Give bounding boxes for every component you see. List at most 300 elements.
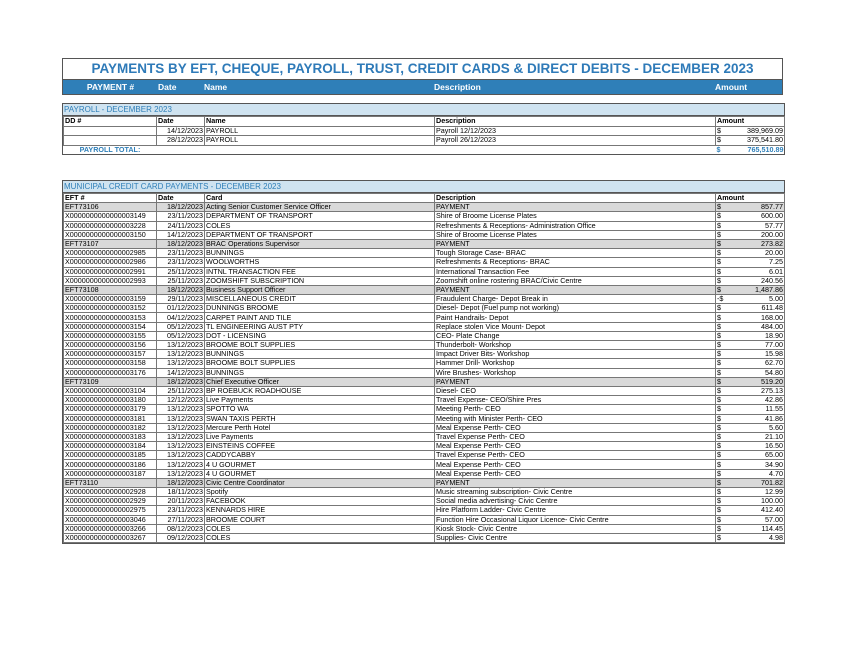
row-date: 14/12/2023 [157,126,205,136]
row-currency: $ [716,451,725,460]
row-date: 13/12/2023 [157,451,205,460]
row-id: X0000000000000003185 [64,451,157,460]
row-date: 14/12/2023 [157,230,205,239]
row-currency: $ [716,414,725,423]
header-description: Description [434,82,481,92]
row-amount: 12.99 [725,488,785,497]
row-currency: $ [716,350,725,359]
row-id: X0000000000000003182 [64,423,157,432]
row-currency: $ [716,386,725,395]
row-amount: 21.10 [725,432,785,441]
row-currency: $ [716,304,725,313]
row-id: X0000000000000003176 [64,368,157,377]
col-description: Description [435,117,716,127]
row-id: X0000000000000002985 [64,249,157,258]
row-description: Diesel- CEO [435,386,716,395]
table-row [64,341,785,350]
row-name: BROOME BOLT SUPPLIES [205,341,435,350]
table-row [64,221,785,230]
table-row [64,396,785,405]
row-currency: $ [716,368,725,377]
row-id: X0000000000000003157 [64,350,157,359]
row-currency: $ [716,488,725,497]
row-date: 04/12/2023 [157,313,205,322]
row-description: Shire of Broome License Plates [435,230,716,239]
row-date: 25/11/2023 [157,386,205,395]
table-row [64,442,785,451]
row-date: 13/12/2023 [157,414,205,423]
row-currency: $ [716,126,725,136]
row-name: Live Payments [205,396,435,405]
col-date: Date [157,117,205,127]
row-name: SWAN TAXIS PERTH [205,414,435,423]
row-description: Replace stolen Vice Mount- Depot [435,322,716,331]
row-id: X0000000000000003149 [64,212,157,221]
row-name: Live Payments [205,432,435,441]
header-amount: Amount [715,82,748,92]
row-amount: 4.70 [725,469,785,478]
payment-summary-row [64,203,785,212]
row-description: Meeting Perth- CEO [435,405,716,414]
row-description: Shire of Broome License Plates [435,212,716,221]
row-description: Supplies- Civic Centre [435,533,716,542]
table-row [64,432,785,441]
row-amount: 412.40 [725,506,785,515]
row-description: PAYMENT [435,377,716,386]
row-amount: 41.86 [725,414,785,423]
row-currency: $ [716,515,725,524]
payroll-section [62,103,785,155]
table-row [64,322,785,331]
table-row [64,533,785,542]
table-row [64,515,785,524]
row-id: X0000000000000002929 [64,497,157,506]
row-description: PAYMENT [435,478,716,487]
cards-column-headers [64,194,785,203]
row-name: ZOOMSHIFT SUBSCRIPTION [205,276,435,285]
table-row [64,276,785,285]
row-description: Refreshments & Receptions- Administration Office [435,221,716,230]
row-date: 24/11/2023 [157,221,205,230]
row-description: CEO- Plate Change [435,331,716,340]
col-description: Description [435,194,716,203]
payroll-total-row [64,145,785,154]
row-date: 23/11/2023 [157,249,205,258]
row-date: 09/12/2023 [157,533,205,542]
row-description: Wire Brushes- Workshop [435,368,716,377]
row-amount: 701.82 [725,478,785,487]
row-date: 13/12/2023 [157,469,205,478]
row-name: Civic Centre Coordinator [205,478,435,487]
row-currency: $ [716,359,725,368]
header-payment: PAYMENT # [86,82,135,92]
payment-summary-row [64,239,785,248]
row-currency: $ [716,203,725,212]
row-date: 05/12/2023 [157,322,205,331]
payroll-section-title: PAYROLL - DECEMBER 2023 [63,104,784,116]
row-id: EFT73109 [64,377,157,386]
row-description: PAYMENT [435,239,716,248]
row-description: Payroll 26/12/2023 [435,136,716,146]
payroll-total-amount: 765,510.89 [747,145,784,154]
row-currency: $ [716,506,725,515]
row-name: CADDYCABBY [205,451,435,460]
row-currency: $ [716,285,725,294]
row-amount: 54.80 [725,368,785,377]
row-id: X0000000000000003156 [64,341,157,350]
row-amount: 389,969.09 [725,126,785,136]
row-description: Meal Expense Perth- CEO [435,469,716,478]
table-row [64,267,785,276]
row-name: PAYROLL [205,126,435,136]
credit-card-table [63,193,785,543]
row-name: FACEBOOK [205,497,435,506]
row-amount: 114.45 [725,524,785,533]
row-id: X0000000000000003267 [64,533,157,542]
payroll-total-currency: $ [716,145,721,154]
row-description: Fraudulent Charge- Depot Break in [435,295,716,304]
row-amount: 77.00 [725,341,785,350]
table-row [64,331,785,340]
row-name: MISCELLANEOUS CREDIT [205,295,435,304]
report-header [62,58,783,95]
row-name: EINSTEINS COFFEE [205,442,435,451]
row-id: X0000000000000003179 [64,405,157,414]
row-id: X0000000000000002991 [64,267,157,276]
row-amount: 6.01 [725,267,785,276]
row-description: Travel Expense Perth- CEO [435,451,716,460]
row-description: Diesel- Depot (Fuel pump not working) [435,304,716,313]
row-currency: $ [716,524,725,533]
row-currency: -$ [717,294,724,304]
table-row [64,126,785,136]
row-date: 29/11/2023 [157,295,205,304]
col-amount: Amount [716,117,785,127]
row-name: COLES [205,533,435,542]
row-amount: 34.90 [725,460,785,469]
table-row [64,451,785,460]
row-name: BROOME COURT [205,515,435,524]
table-row [64,423,785,432]
table-row [64,350,785,359]
row-id [64,136,157,146]
row-amount: 1,487.86 [725,285,785,294]
row-amount: 519.20 [725,377,785,386]
payroll-table [63,116,785,154]
row-date: 25/11/2023 [157,276,205,285]
row-name: KENNARDS HIRE [205,506,435,515]
row-name: Spotify [205,488,435,497]
row-date: 18/11/2023 [157,488,205,497]
table-row [64,304,785,313]
row-description: PAYMENT [435,285,716,294]
row-amount: 5.60 [725,423,785,432]
col-name: Name [205,117,435,127]
row-amount: 375,541.80 [725,136,785,146]
row-date: 23/11/2023 [157,212,205,221]
row-name: COLES [205,524,435,533]
row-id: X0000000000000003153 [64,313,157,322]
row-date: 13/12/2023 [157,432,205,441]
row-description: Kiosk Stock- Civic Centre [435,524,716,533]
table-row [64,460,785,469]
row-currency: $ [716,460,725,469]
row-name: DOT - LICENSING [205,331,435,340]
row-amount: 240.56 [725,276,785,285]
row-id: X0000000000000003228 [64,221,157,230]
row-amount: 57.00 [725,515,785,524]
row-name: BUNNINGS [205,249,435,258]
row-amount: 857.77 [725,203,785,212]
row-id: X0000000000000002928 [64,488,157,497]
header-name: Name [204,82,228,92]
row-currency: $ [716,258,725,267]
row-currency: $ [716,239,725,248]
row-currency: $ [716,341,725,350]
row-id: X0000000000000002975 [64,506,157,515]
row-name: CARPET PAINT AND TILE [205,313,435,322]
row-description: Payroll 12/12/2023 [435,126,716,136]
row-name: DUNNINGS BROOME [205,304,435,313]
row-description: Zoomshift online rostering BRAC/Civic Centre [435,276,716,285]
table-row [64,469,785,478]
row-amount: 16.50 [725,442,785,451]
row-name: BUNNINGS [205,368,435,377]
column-header-bar [62,79,783,95]
row-description: Thunderbolt- Workshop [435,341,716,350]
row-currency: $ [716,230,725,239]
row-currency: $ [716,249,725,258]
row-amount: 600.00 [725,212,785,221]
row-date: 05/12/2023 [157,331,205,340]
row-name: DEPARTMENT OF TRANSPORT [205,230,435,239]
row-id: X0000000000000003155 [64,331,157,340]
col-date: Date [157,194,205,203]
row-date: 18/12/2023 [157,285,205,294]
row-name: Chief Executive Officer [205,377,435,386]
row-name: 4 U GOURMET [205,460,435,469]
row-date: 23/11/2023 [157,258,205,267]
row-date: 18/12/2023 [157,239,205,248]
row-id: X0000000000000003159 [64,295,157,304]
row-id: X0000000000000002986 [64,258,157,267]
row-date: 20/11/2023 [157,497,205,506]
row-date: 08/12/2023 [157,524,205,533]
row-date: 13/12/2023 [157,359,205,368]
row-name: INTNL TRANSACTION FEE [205,267,435,276]
row-description: PAYMENT [435,203,716,212]
row-description: Meal Expense Perth- CEO [435,460,716,469]
row-currency: $ [716,423,725,432]
row-id: X0000000000000003266 [64,524,157,533]
row-id: EFT73110 [64,478,157,487]
row-currency: $ [716,313,725,322]
row-name: WOOLWORTHS [205,258,435,267]
payroll-column-headers [64,117,785,127]
row-description: Travel Expense- CEO/Shire Pres [435,396,716,405]
row-currency: $ [716,469,725,478]
row-description: Paint Handrails- Depot [435,313,716,322]
row-id: X0000000000000003187 [64,469,157,478]
row-currency: $ [716,396,725,405]
row-name: Acting Senior Customer Service Officer [205,203,435,212]
row-id: EFT73107 [64,239,157,248]
row-date: 13/12/2023 [157,423,205,432]
row-date: 23/11/2023 [157,506,205,515]
table-row [64,359,785,368]
table-row [64,136,785,146]
row-id: X0000000000000003150 [64,230,157,239]
table-row [64,368,785,377]
payroll-total-label: PAYROLL TOTAL: [79,145,141,154]
row-amount: 484.00 [725,322,785,331]
row-date: 14/12/2023 [157,368,205,377]
table-row [64,405,785,414]
row-date: 18/12/2023 [157,377,205,386]
row-description: Tough Storage Case- BRAC [435,249,716,258]
row-name: 4 U GOURMET [205,469,435,478]
row-amount: 168.00 [725,313,785,322]
row-date: 13/12/2023 [157,350,205,359]
table-row [64,414,785,423]
row-id [64,126,157,136]
row-date: 12/12/2023 [157,396,205,405]
row-amount: 20.00 [725,249,785,258]
row-currency: $ [716,136,725,146]
table-row [64,258,785,267]
row-currency: $ [716,442,725,451]
table-row [64,497,785,506]
row-description: Music streaming subscription- Civic Centre [435,488,716,497]
row-id: EFT73106 [64,203,157,212]
row-description: Impact Driver Bits- Workshop [435,350,716,359]
row-amount: 273.82 [725,239,785,248]
row-amount: 275.13 [725,386,785,395]
row-description: Social media advertising- Civic Centre [435,497,716,506]
row-description: Hire Platform Ladder- Civic Centre [435,506,716,515]
row-name: SPOTTO WA [205,405,435,414]
payment-summary-row [64,377,785,386]
row-id: EFT73108 [64,285,157,294]
row-currency: $ [716,212,725,221]
row-id: X0000000000000003104 [64,386,157,395]
row-currency: $ [716,377,725,386]
row-amount: 100.00 [725,497,785,506]
row-date: 18/12/2023 [157,203,205,212]
col-dd: DD # [64,117,157,127]
credit-card-section [62,180,785,544]
table-row [64,295,785,304]
table-row [64,386,785,395]
row-id: X0000000000000003154 [64,322,157,331]
row-description: Function Hire Occasional Liquor Licence- Civic Centre [435,515,716,524]
table-row [64,506,785,515]
row-id: X0000000000000003152 [64,304,157,313]
row-date: 01/12/2023 [157,304,205,313]
row-currency: $ [716,276,725,285]
row-description: Refreshments & Receptions- BRAC [435,258,716,267]
row-currency: $ [716,267,725,276]
row-amount: 5.00 [725,295,785,304]
row-id: X0000000000000003181 [64,414,157,423]
row-name: DEPARTMENT OF TRANSPORT [205,212,435,221]
row-amount: 57.77 [725,221,785,230]
header-date: Date [158,82,177,92]
row-id: X0000000000000003183 [64,432,157,441]
report-title: PAYMENTS BY EFT, CHEQUE, PAYROLL, TRUST, CREDIT CARDS & DIRECT DEBITS - DECEMBER 2023 [62,58,783,79]
row-date: 13/12/2023 [157,341,205,350]
row-amount: 18.90 [725,331,785,340]
row-name: BP ROEBUCK ROADHOUSE [205,386,435,395]
row-date: 18/12/2023 [157,478,205,487]
col-amount: Amount [716,194,785,203]
row-name: Mercure Perth Hotel [205,423,435,432]
table-row [64,230,785,239]
row-currency: $ [716,497,725,506]
row-currency: $ [716,322,725,331]
payment-summary-row [64,285,785,294]
table-row [64,524,785,533]
row-description: Meeting with Minister Perth- CEO [435,414,716,423]
table-row [64,249,785,258]
row-date: 27/11/2023 [157,515,205,524]
row-id: X0000000000000002993 [64,276,157,285]
row-currency: $ [716,331,725,340]
table-row [64,313,785,322]
row-name: COLES [205,221,435,230]
row-date: 13/12/2023 [157,460,205,469]
row-description: Travel Expense Perth- CEO [435,432,716,441]
row-currency: $ [716,405,725,414]
row-amount: 42.86 [725,396,785,405]
row-amount: 65.00 [725,451,785,460]
row-id: X0000000000000003186 [64,460,157,469]
row-amount: 4.98 [725,533,785,542]
row-date: 13/12/2023 [157,405,205,414]
col-eft: EFT # [64,194,157,203]
row-name: Business Support Officer [205,285,435,294]
row-description: Meal Expense Perth- CEO [435,423,716,432]
payment-summary-row [64,478,785,487]
row-name: BUNNINGS [205,350,435,359]
row-date: 13/12/2023 [157,442,205,451]
table-row [64,488,785,497]
row-id: X0000000000000003184 [64,442,157,451]
row-currency: $ [716,478,725,487]
row-amount: 611.48 [725,304,785,313]
col-card: Card [205,194,435,203]
row-amount: 11.55 [725,405,785,414]
row-amount: 15.98 [725,350,785,359]
row-amount: 7.25 [725,258,785,267]
row-description: International Transaction Fee [435,267,716,276]
table-row [64,212,785,221]
row-currency: $ [716,221,725,230]
row-id: X0000000000000003180 [64,396,157,405]
row-name: PAYROLL [205,136,435,146]
row-date: 25/11/2023 [157,267,205,276]
row-amount: 62.70 [725,359,785,368]
row-name: BRAC Operations Supervisor [205,239,435,248]
row-name: TL ENGINEERING AUST PTY [205,322,435,331]
credit-card-section-title: MUNICIPAL CREDIT CARD PAYMENTS - DECEMBER 2023 [63,181,784,193]
row-currency: $ [716,432,725,441]
row-amount: 200.00 [725,230,785,239]
row-id: X0000000000000003158 [64,359,157,368]
row-id: X0000000000000003046 [64,515,157,524]
row-currency: $ [716,533,725,542]
row-description: Meal Expense Perth- CEO [435,442,716,451]
